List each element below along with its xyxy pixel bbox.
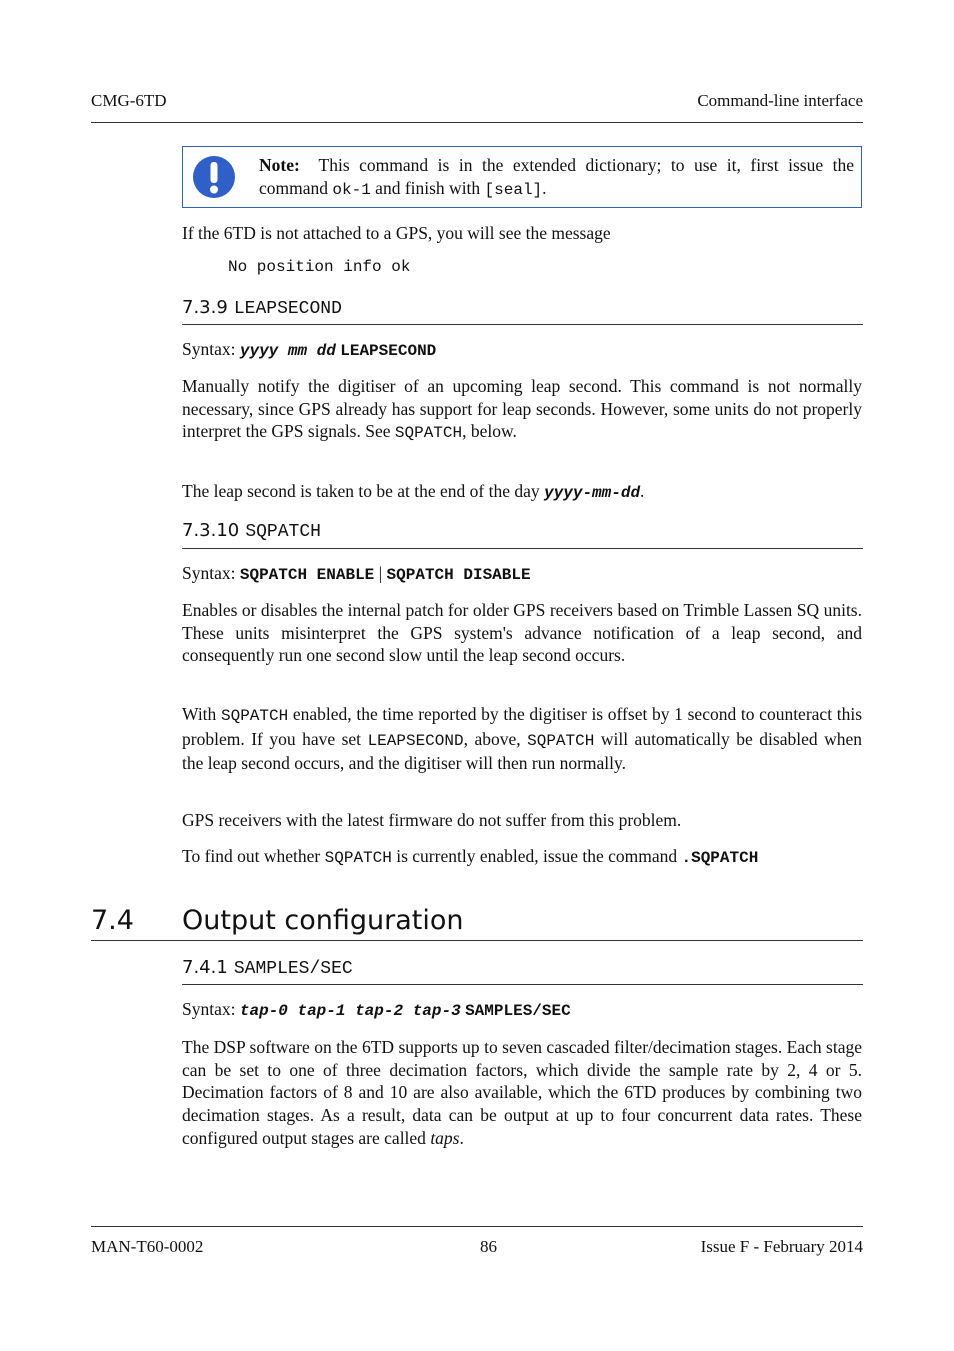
command-ref: SQPATCH [220, 707, 289, 725]
syntax-enable: SQPATCH ENABLE [239, 566, 375, 584]
syntax-leapsecond [182, 339, 436, 360]
command-ref: SQPATCH [527, 731, 595, 750]
samples-sec-paragraph-1 [182, 1036, 862, 1150]
header-section-title: Command-line interface [697, 91, 863, 110]
sqpatch-paragraph-4 [182, 845, 862, 870]
command-sqpatch-query: .SQPATCH [681, 849, 759, 867]
footer-rule [91, 1226, 863, 1227]
note-command-ok: ok-1 [332, 181, 371, 199]
syntax-label: Syntax: [182, 999, 236, 1019]
text: With [182, 704, 217, 724]
text: , below. [462, 421, 517, 442]
leapsecond-paragraph-2 [182, 480, 862, 505]
section-rule [91, 940, 863, 941]
syntax-command: LEAPSECOND [340, 342, 437, 360]
heading-7-3-10 [182, 519, 321, 542]
heading-title: SAMPLES/SEC [233, 959, 353, 979]
text: will automatically be disabled when the leap second occurs, and the digitiser will then run normally. [182, 728, 863, 774]
note-command-seal: [seal] [484, 181, 543, 199]
sqpatch-paragraph-3: GPS receivers with the latest firmware do not suffer from this problem. [182, 810, 682, 830]
page-number: 86 [480, 1237, 497, 1256]
syntax-disable: SQPATCH DISABLE [386, 566, 531, 584]
syntax-args: tap-0 tap-1 tap-2 tap-3 [239, 1002, 461, 1020]
heading-rule [182, 548, 863, 549]
note-label: Note: [259, 155, 300, 175]
note-text-2: and finish with [375, 178, 481, 198]
text: To find out whether [182, 846, 321, 866]
footer-doc-number: MAN-T60-0002 [91, 1237, 204, 1256]
exclamation-icon [192, 154, 236, 200]
syntax-separator: | [378, 563, 383, 583]
text: , above, [463, 728, 521, 749]
text: The DSP software on the 6TD supports up to seven cascaded filter/decimation stages. Each stage can be set to one of three decimation factors, which divide the sample rate by 2, 4 or 5. Decimation factors of 8 and 10 are also available, which the 6TD produces by combining two decimation stages. As a result, data can be output at up to four concurrent data rates. These configured output stages are called [182, 1037, 862, 1148]
sqpatch-paragraph-1: Enables or disables the internal patch for older GPS receivers based on Trimble Lassen SQ units. These units misinterpret the GPS system's advance notification of a leap second, and consequently run one second slow until the leap second occurs. [182, 600, 862, 666]
footer-issue: Issue F - February 2014 [700, 1237, 863, 1256]
date-placeholder: yyyy-mm-dd [544, 484, 641, 502]
text: . [640, 481, 645, 501]
emphasis-taps: taps [430, 1127, 460, 1148]
header-doc-id: CMG-6TD [91, 91, 167, 110]
heading-rule [182, 324, 863, 325]
heading-number: 7.3.9 [182, 297, 228, 318]
section-title-output-configuration: Output configuration [182, 905, 464, 936]
note-text-1: This command is in the extended dictionary; to use it, first issue the command [259, 155, 854, 198]
section-number-7-4: 7.4 [91, 905, 134, 936]
leapsecond-paragraph-1 [182, 375, 862, 445]
heading-7-3-9 [182, 296, 342, 319]
heading-title: SQPATCH [245, 522, 321, 542]
note-end: . [542, 178, 547, 198]
heading-title: LEAPSECOND [233, 299, 342, 319]
gps-message-text: If the 6TD is not attached to a GPS, you will see the message [182, 223, 611, 243]
text: enabled, the time reported by the digitiser is offset by 1 second to counteract this problem. If you have set [182, 704, 863, 749]
syntax-samples-sec [182, 999, 571, 1020]
heading-number: 7.4.1 [182, 957, 228, 978]
sqpatch-paragraph-2 [182, 703, 862, 775]
syntax-command: SAMPLES/SEC [465, 1002, 571, 1020]
command-ref: SQPATCH [324, 849, 392, 867]
text: The leap second is taken to be at the end of the day [182, 481, 540, 501]
syntax-sqpatch [182, 563, 531, 584]
text: is currently enabled, issue the command [396, 846, 678, 866]
heading-rule [182, 984, 863, 985]
note-text [259, 154, 854, 202]
text: Manually notify the digitiser of an upcoming leap second. This command is not normally necessary, since GPS already has support for leap seconds. However, some units do not properly interpret the GPS signals. See [182, 376, 862, 442]
header-rule [91, 122, 863, 123]
command-ref: LEAPSECOND [367, 731, 464, 750]
syntax-label: Syntax: [182, 563, 236, 583]
command-ref: SQPATCH [394, 424, 463, 443]
gps-message-code: No position info ok [228, 258, 411, 276]
heading-7-4-1 [182, 956, 353, 979]
text: . [459, 1127, 464, 1148]
heading-number: 7.3.10 [182, 520, 240, 541]
syntax-args: yyyy mm dd [239, 342, 336, 360]
syntax-label: Syntax: [182, 339, 236, 359]
